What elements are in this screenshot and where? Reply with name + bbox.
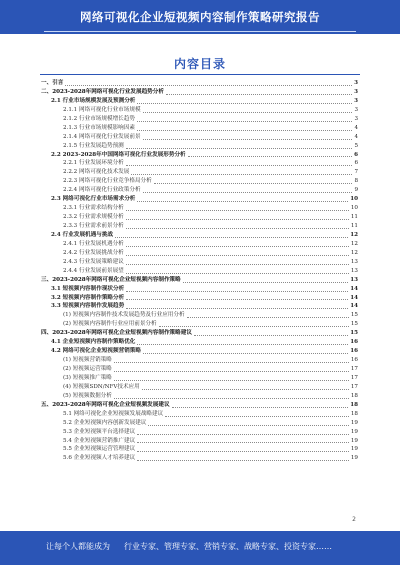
toc-entry[interactable] xyxy=(41,204,358,213)
toc-entry[interactable] xyxy=(41,356,358,365)
toc-leader-dots xyxy=(137,433,349,435)
toc-leader-dots xyxy=(114,397,349,399)
toc-entry[interactable] xyxy=(41,213,358,222)
toc-entry-page: 10 xyxy=(350,196,358,203)
toc-entry-page: 16 xyxy=(350,357,358,364)
toc-leader-dots xyxy=(159,325,349,327)
toc-leader-dots xyxy=(115,236,348,238)
toc-entry[interactable] xyxy=(41,285,358,294)
toc-leader-dots xyxy=(126,272,349,274)
toc-entry[interactable] xyxy=(41,115,358,124)
toc-entry-title: 5.5 企业短视频运营管理建议 xyxy=(63,446,136,453)
toc-entry-page: 3 xyxy=(354,115,358,122)
toc-entry[interactable] xyxy=(41,428,358,437)
toc-leader-dots xyxy=(131,173,352,175)
toc-leader-dots xyxy=(126,147,353,149)
toc-leader-dots xyxy=(188,155,352,157)
toc-entry[interactable] xyxy=(41,410,358,419)
header-divider xyxy=(44,31,356,32)
toc-entry-title: (3) 短视频推广策略 xyxy=(63,374,112,381)
toc-leader-dots xyxy=(137,102,352,104)
toc-entry-title: 2.2 2023-2028年中国网络可视化行业发展形势分析 xyxy=(51,151,186,158)
toc-entry-page: 15 xyxy=(350,330,358,337)
toc-entry-page: 16 xyxy=(350,339,358,346)
toc-entry[interactable] xyxy=(41,142,358,151)
toc-entry-page: 10 xyxy=(350,205,358,212)
toc-entry[interactable] xyxy=(41,311,358,320)
toc-entry-title: 3.1 短视频内容制作现状分析 xyxy=(51,285,125,292)
toc-entry-page: 6 xyxy=(354,160,358,167)
toc-entry-title: 2.4.3 行业发展策略建议 xyxy=(63,258,124,265)
toc-entry-title: (4) 短视频SDN/NFV技术应用 xyxy=(63,383,140,390)
toc-entry-title: 2.3 网络可视化行业市场需求分析 xyxy=(51,196,136,203)
toc-entry-page: 19 xyxy=(350,428,358,435)
toc-leader-dots xyxy=(126,307,348,309)
toc-leader-dots xyxy=(194,334,348,336)
toc-entry[interactable] xyxy=(41,195,358,204)
toc-entry-title: (1) 短视频营销策略 xyxy=(63,357,112,364)
toc-entry-page: 7 xyxy=(354,169,358,176)
toc-entry-page: 18 xyxy=(350,401,358,408)
toc-leader-dots xyxy=(187,316,349,318)
toc-entry-page: 16 xyxy=(350,348,358,355)
toc-entry[interactable] xyxy=(41,106,358,115)
page-number: 2 xyxy=(352,516,356,523)
toc-entry-page: 13 xyxy=(350,276,358,283)
toc-entry-page: 18 xyxy=(350,392,358,399)
toc-leader-dots xyxy=(137,120,352,122)
toc-entry-page: 12 xyxy=(350,231,358,238)
toc-entry-page: 11 xyxy=(350,214,358,221)
toc-entry-title: 2.4.2 行业发展挑战分析 xyxy=(63,249,124,256)
toc-entry[interactable] xyxy=(41,222,358,231)
toc-leader-dots xyxy=(165,415,349,417)
toc-leader-dots xyxy=(154,182,353,184)
toc-leader-dots xyxy=(126,209,349,211)
toc-entry-page: 9 xyxy=(354,187,358,194)
toc-entry[interactable] xyxy=(41,419,358,428)
toc-entry-title: 4.1 企业短视频内容制作策略优化 xyxy=(51,339,136,346)
toc-entry-title: 3.3 短视频内容制作发展趋势 xyxy=(51,303,125,310)
toc-entry-page: 19 xyxy=(350,419,358,426)
toc-entry[interactable] xyxy=(41,302,358,311)
toc-leader-dots xyxy=(172,406,349,408)
toc-entry[interactable] xyxy=(41,186,358,195)
toc-leader-dots xyxy=(137,450,349,452)
toc-entry-title: 2.4.4 行业发展前景展望 xyxy=(63,267,124,274)
toc-entry-title: 2.2.1 行业发展环境分析 xyxy=(63,160,124,167)
toc-entry[interactable] xyxy=(41,445,358,454)
toc-entry-page: 14 xyxy=(350,303,358,310)
toc-entry[interactable] xyxy=(41,267,358,276)
toc-entry-page: 19 xyxy=(350,455,358,462)
toc-entry-page: 17 xyxy=(350,383,358,390)
toc-title: 内容目录 xyxy=(173,57,226,71)
toc-entry-page: 15 xyxy=(350,312,358,319)
toc-entry-title: 2.3.2 行业需求规模分析 xyxy=(63,214,124,221)
toc-entry[interactable] xyxy=(41,276,358,285)
toc-entry-title: 5.1 网络可视化企业短视频发展战略建议 xyxy=(63,410,164,417)
toc-entry[interactable] xyxy=(41,294,358,303)
toc-entry[interactable] xyxy=(41,454,358,463)
toc-leader-dots xyxy=(137,459,349,461)
toc-entry-page: 17 xyxy=(350,366,358,372)
toc-entry-page: 4 xyxy=(354,133,358,140)
toc-leader-dots xyxy=(142,388,349,390)
toc-leader-dots xyxy=(114,379,349,381)
toc-entry-title: (2) 短视频运营策略 xyxy=(63,366,112,372)
toc-entry[interactable] xyxy=(41,437,358,446)
toc-entry-title: 二、2023-2028年网络可视化行业发展趋势分析 xyxy=(41,88,164,95)
toc-entry-title: 一、引言 xyxy=(41,80,64,86)
toc-entry-title: (5) 短视频数据分析 xyxy=(63,392,112,399)
toc-leader-dots xyxy=(143,138,353,140)
toc-leader-dots xyxy=(166,93,352,95)
toc-leader-dots xyxy=(137,200,348,202)
toc-entry[interactable] xyxy=(41,365,358,374)
toc-entry-title: 3.2 短视频内容制作策略分析 xyxy=(51,294,125,301)
toc-leader-dots xyxy=(183,281,348,283)
footer-tagline: 行业专家、管理专家、营销专家、战略专家、投资专家…… xyxy=(124,542,332,551)
toc-entry-title: 5.4 企业短视频营销推广建议 xyxy=(63,437,136,444)
toc-entry[interactable] xyxy=(41,383,358,392)
toc-entry[interactable] xyxy=(41,177,358,186)
header-bar xyxy=(0,0,400,34)
footer-bar xyxy=(0,531,400,565)
toc-leader-dots xyxy=(126,290,348,292)
toc-entry-title: 五、2023-2028年网络可视化企业短视频发展建议 xyxy=(41,401,170,408)
toc-entry[interactable] xyxy=(41,124,358,133)
toc-leader-dots xyxy=(126,263,349,265)
toc-entry[interactable] xyxy=(41,401,358,410)
toc-entry-title: (2) 短视频内容制作行业应用前景分析 xyxy=(63,321,157,328)
toc-entry[interactable] xyxy=(41,240,358,249)
toc-leader-dots xyxy=(137,441,349,443)
toc-entry[interactable] xyxy=(41,329,358,338)
toc-entry-title: 5.6 企业短视频人才培养建议 xyxy=(63,455,136,462)
toc-entry-title: 2.4 行业发展机遇与挑战 xyxy=(51,231,114,238)
toc-leader-dots xyxy=(137,129,352,131)
toc-entry[interactable] xyxy=(41,338,358,347)
toc-leader-dots xyxy=(126,227,349,229)
toc-entry-page: 4 xyxy=(354,124,358,131)
toc-entry[interactable] xyxy=(41,392,358,401)
toc-entry-page: 3 xyxy=(354,80,358,86)
toc-leader-dots xyxy=(114,361,349,363)
footer-slogan: 让每个人都能成为 xyxy=(46,542,110,551)
toc-leader-dots xyxy=(126,298,348,300)
toc-entry[interactable] xyxy=(41,88,358,97)
toc-leader-dots xyxy=(137,343,348,345)
toc-entry[interactable] xyxy=(41,168,358,177)
toc-entry[interactable] xyxy=(41,97,358,106)
toc-entry[interactable] xyxy=(41,231,358,240)
toc-entry-page: 8 xyxy=(354,178,358,185)
toc-entry-title: 2.3.3 行业需求前景分析 xyxy=(63,223,124,229)
toc-entry-title: 2.1.2 行业市场规模增长趋势 xyxy=(63,115,135,122)
toc-leader-dots xyxy=(126,245,349,247)
toc-entry-title: 2.2.2 网络可视化技术发展 xyxy=(63,169,130,176)
toc-entry-page: 13 xyxy=(350,267,358,274)
toc-leader-dots xyxy=(65,84,352,86)
toc-entry-page: 17 xyxy=(350,374,358,381)
toc-entry-title: 2.2.3 网络可视化行业竞争格局分析 xyxy=(63,178,152,185)
toc-entry-page: 15 xyxy=(350,321,358,328)
toc-entry-page: 3 xyxy=(354,88,358,95)
toc-entry-page: 14 xyxy=(350,294,358,301)
toc-entry[interactable] xyxy=(41,258,358,267)
toc-entry[interactable] xyxy=(41,133,358,142)
toc-entry-title: 2.4.1 行业发展机遇分析 xyxy=(63,240,124,247)
toc-entry-page: 14 xyxy=(350,285,358,292)
toc-entry-page: 3 xyxy=(354,106,358,113)
toc-entry-page: 3 xyxy=(354,97,358,104)
toc-entry-title: 2.1.4 网络可视化行业发展前景 xyxy=(63,133,141,140)
toc-entry-title: 5.2 企业短视频内容创新发展建议 xyxy=(63,419,147,426)
toc-leader-dots xyxy=(143,352,348,354)
toc-title-divider xyxy=(40,74,360,75)
toc-entry[interactable] xyxy=(41,151,358,160)
toc-entry-title: 4.2 网络可视化企业短视频营销策略 xyxy=(51,348,141,355)
toc-entry[interactable] xyxy=(41,159,358,168)
toc-entry[interactable] xyxy=(41,79,358,88)
toc-entry-title: 2.1.3 行业市场规模影响因素 xyxy=(63,124,135,131)
toc-entry-title: 5.3 企业短视频平台选择建议 xyxy=(63,428,136,435)
toc-entry-page: 18 xyxy=(350,410,358,417)
toc-leader-dots xyxy=(126,254,349,256)
toc-entry-page: 11 xyxy=(350,223,358,229)
toc-entry[interactable] xyxy=(41,347,358,356)
toc-entry-title: 2.1.5 行业发展趋势预测 xyxy=(63,142,124,149)
toc-entry-title: (1) 短视频内容制作技术发展趋势及行业应用分析 xyxy=(63,312,185,319)
toc-entry-title: 2.3.1 行业需求结构分析 xyxy=(63,205,124,212)
toc-leader-dots xyxy=(126,164,353,166)
report-title: 网络可视化企业短视频内容制作策略研究报告 xyxy=(80,10,320,24)
toc-leader-dots xyxy=(114,370,349,372)
toc-entry-page: 13 xyxy=(350,258,358,265)
toc-entry-page: 12 xyxy=(350,249,358,256)
toc-entry-title: 三、2023-2028年网络可视化企业短视频内容制作策略 xyxy=(41,276,181,283)
toc-entry-page: 12 xyxy=(350,240,358,247)
toc-entry-page: 19 xyxy=(350,437,358,444)
toc-leader-dots xyxy=(143,111,353,113)
toc-entry-title: 2.2.4 网络可视化行业政策分析 xyxy=(63,187,141,194)
toc-entry[interactable] xyxy=(41,249,358,258)
toc-entry-page: 19 xyxy=(350,446,358,453)
toc-entry-page: 6 xyxy=(354,151,358,158)
toc-entry-page: 5 xyxy=(354,142,358,149)
toc-leader-dots xyxy=(143,191,353,193)
toc-entry-title: 2.1.1 网络可视化行业市场规模 xyxy=(63,106,141,113)
table-of-contents xyxy=(41,79,358,463)
toc-entry[interactable] xyxy=(41,320,358,329)
toc-leader-dots xyxy=(126,218,349,220)
toc-leader-dots xyxy=(148,424,348,426)
toc-entry-title: 四、2023-2028年网络可视化企业短视频内容制作策略建议 xyxy=(41,330,192,337)
toc-entry-title: 2.1 行业市场规模发展及预测分析 xyxy=(51,97,136,104)
toc-entry[interactable] xyxy=(41,374,358,383)
